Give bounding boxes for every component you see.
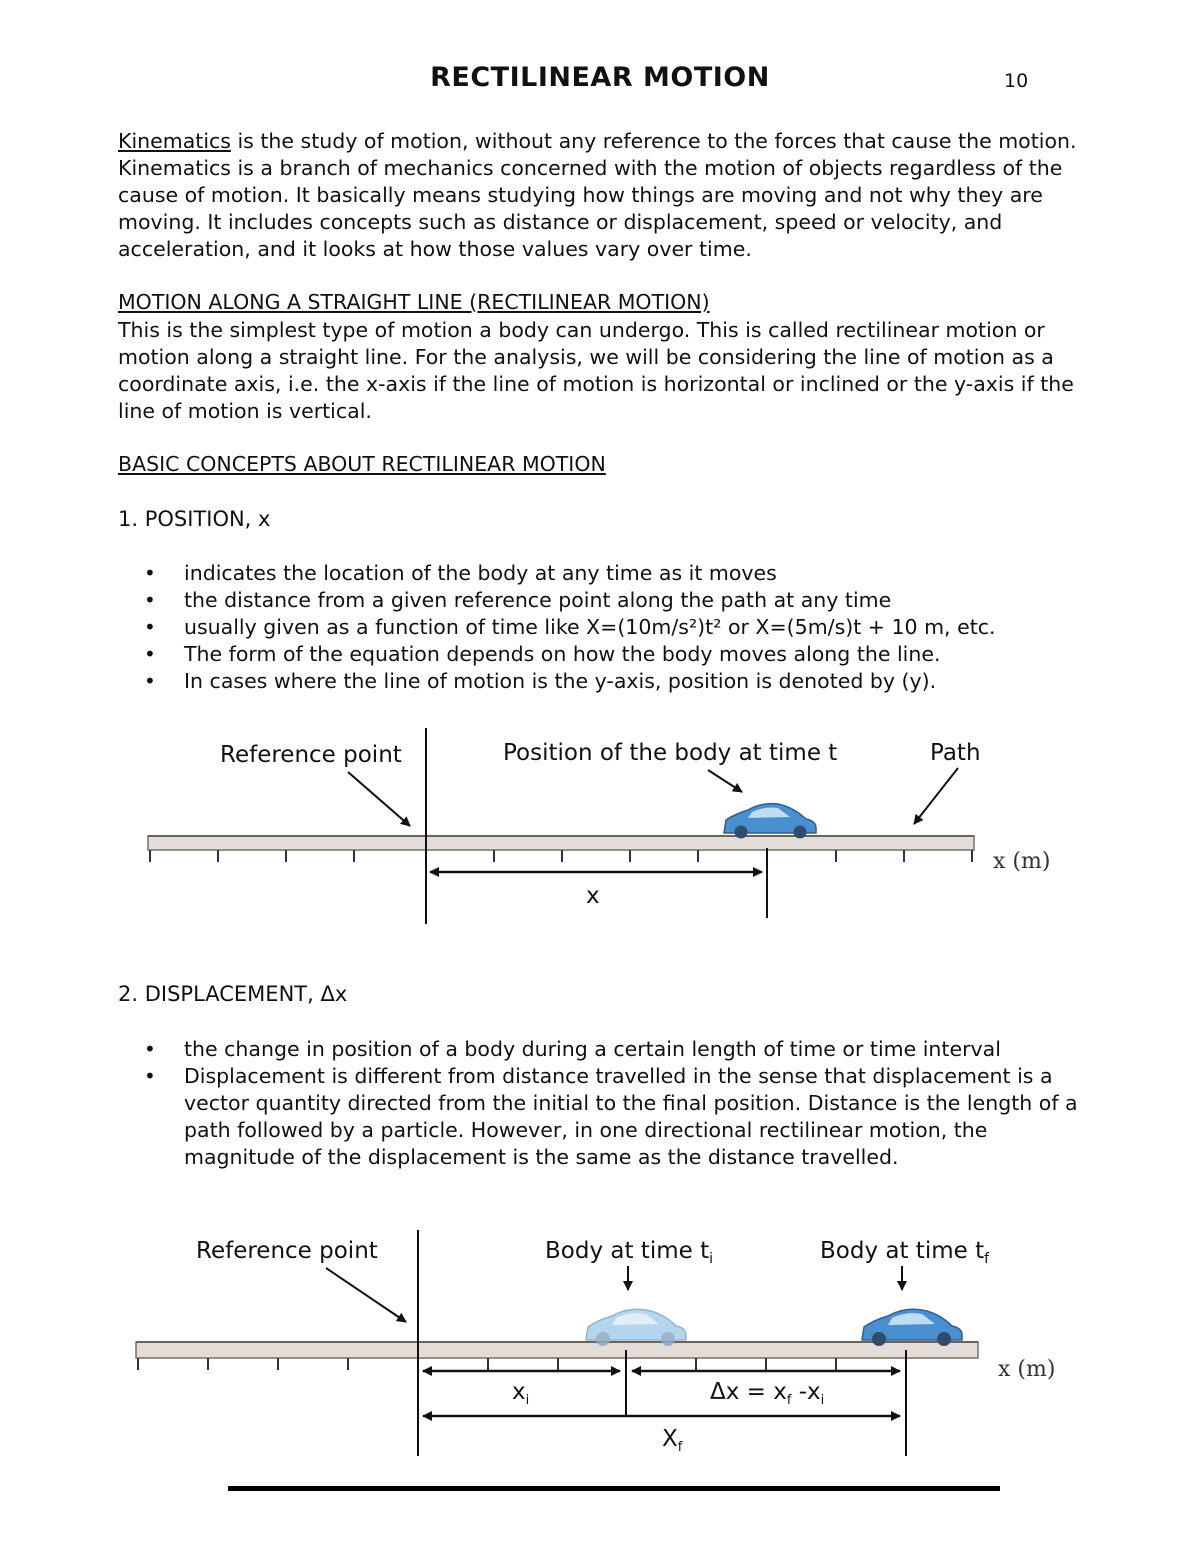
road	[136, 1342, 978, 1358]
body-initial-label: Body at time $t_i$	[545, 1238, 713, 1267]
dx-label: $\Delta x = x_f$ $-x_i$	[710, 1379, 825, 1408]
intro-text: is the study of motion, without any reference to the forces that cause the motion. Kinematics is a branch of mechanics concerned with the motion of objects regardless of the cause of motion. It basically means studying how things are moving and not why they are moving. It includes concepts such as distance or displacement, speed or velocity, and acceleration, and it looks at how those values vary over time.	[118, 129, 1077, 261]
xi-label: $x_i$	[512, 1379, 530, 1408]
page-title: RECTILINEAR MOTION	[430, 62, 770, 93]
car-initial-icon	[586, 1309, 686, 1346]
displacement-heading: 2. DISPLACEMENT, Δx	[118, 982, 348, 1006]
list-item: • The form of the equation depends on how the body moves along the line.	[118, 641, 1098, 668]
displacement-figure	[0, 1220, 1200, 1470]
list-item: • Displacement is different from distance travelled in the sense that displacement is a vector quantity directed from the initial to the final position. Distance is the length of a path followed by a particle. However, in one directional rectilinear motion, the magnitude of the displacement is the same as the distance travelled.	[118, 1063, 1098, 1171]
motion-heading: MOTION ALONG A STRAIGHT LINE (RECTILINEAR MOTION)	[118, 290, 710, 314]
road	[148, 836, 974, 850]
body-pointer-arrow	[708, 770, 742, 792]
body-final-label: Body at time $t_f$	[820, 1238, 990, 1267]
kinematics-term: Kinematics	[118, 129, 231, 153]
displacement-bullet-list	[118, 1036, 1098, 1171]
path-pointer-arrow	[914, 768, 958, 824]
tick-marks	[150, 850, 972, 862]
position-heading: 1. POSITION, x	[118, 507, 271, 531]
position-bullet-list	[118, 560, 1098, 695]
reference-point-label: Reference point	[196, 1238, 378, 1264]
list-item: • indicates the location of the body at any time as it moves	[118, 560, 1098, 587]
list-item: • the distance from a given reference point along the path at any time	[118, 587, 1098, 614]
list-item: • the change in position of a body during a certain length of time or time interval	[118, 1036, 1098, 1063]
car-icon	[724, 804, 816, 839]
reference-pointer-arrow	[326, 1268, 406, 1322]
path-label: Path	[930, 740, 981, 766]
list-item: • In cases where the line of motion is the y-axis, position is denoted by (y).	[118, 668, 1098, 695]
reference-point-label: Reference point	[220, 742, 402, 768]
list-item: • usually given as a function of time like X=(10m/s²)t² or X=(5m/s)t + 10 m, etc.	[118, 614, 1098, 641]
reference-pointer-arrow	[348, 772, 410, 826]
motion-paragraph: This is the simplest type of motion a body can undergo. This is called rectilinear motion or motion along a straight line. For the analysis, we will be considering the line of motion as a coordinate axis, i.e. the x-axis if the line of motion is horizontal or inclined or the y-axis if the line of motion is vertical.	[118, 318, 1074, 423]
axis-label: x (m)	[998, 1357, 1056, 1382]
car-final-icon	[862, 1309, 962, 1346]
intro-paragraph	[118, 128, 1098, 263]
tick-marks	[138, 1358, 836, 1370]
body-position-label: Position of the body at time t	[503, 740, 838, 766]
axis-label: x (m)	[993, 849, 1051, 874]
position-figure	[0, 720, 1200, 935]
basic-concepts-heading: BASIC CONCEPTS ABOUT RECTILINEAR MOTION	[118, 452, 606, 476]
footer-rule	[228, 1486, 1000, 1491]
xf-label: $X_f$	[662, 1426, 683, 1455]
page-number: 10	[1004, 70, 1029, 92]
x-label: x	[586, 883, 600, 909]
